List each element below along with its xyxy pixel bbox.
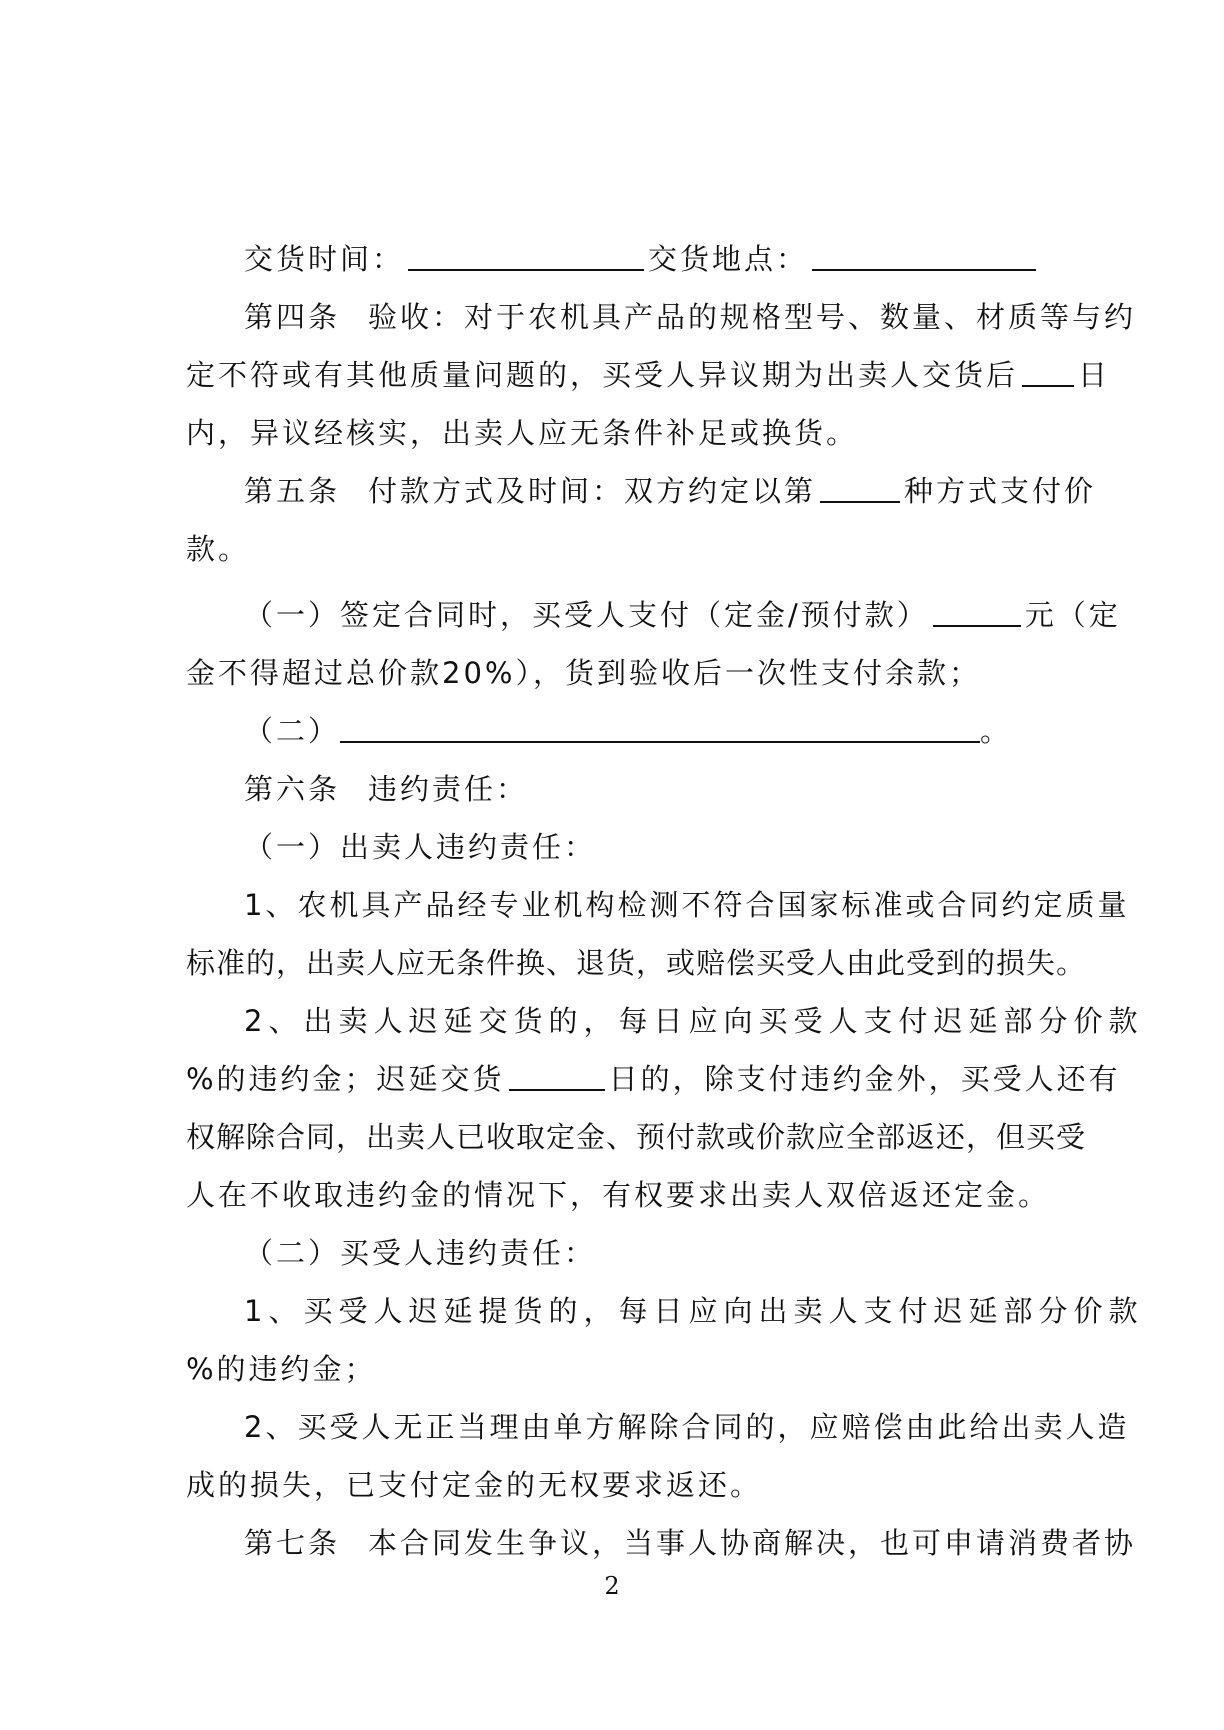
objection-days-blank bbox=[1022, 351, 1074, 387]
article-4-text: 日 bbox=[1078, 358, 1111, 392]
article-5-option-text: 元（定 bbox=[1024, 598, 1121, 632]
delivery-place-label: 交货地点： bbox=[648, 242, 809, 276]
article-5-option-1-line-1 bbox=[186, 586, 1121, 644]
contract-page bbox=[186, 230, 1144, 1572]
article-6-title: 违约责任： bbox=[368, 772, 529, 806]
buyer-liability-title bbox=[186, 1224, 1046, 1282]
option-2-blank bbox=[340, 707, 980, 743]
article-4-line-2 bbox=[186, 346, 1111, 404]
seller-clause-text: 标准的，出卖人应无条件换、退货，或赔偿买受人由此受到的损失。 bbox=[186, 946, 1087, 980]
article-5-option-text: （二） bbox=[244, 714, 341, 748]
seller-clause-text: %的违约金；迟延交货 bbox=[186, 1062, 505, 1096]
seller-liability-title-text: （一）出卖人违约责任： bbox=[244, 830, 597, 864]
buyer-liability-title-text: （二）买受人违约责任： bbox=[244, 1236, 597, 1270]
seller-clause-2-line-4 bbox=[186, 1166, 1051, 1224]
delivery-place-blank bbox=[812, 235, 1036, 271]
article-5-option-2 bbox=[186, 702, 1046, 760]
article-4-text: 内，异议经核实，出卖人应无条件补足或换货。 bbox=[186, 416, 859, 450]
article-5-text: 付款方式及时间：双方约定以第 bbox=[368, 474, 817, 508]
seller-clause-text: 日的，除支付违约金外，买受人还有 bbox=[608, 1062, 1121, 1096]
buyer-clause-text: 1、买受人迟延提货的，每日应向出卖人支付迟延部分价款 bbox=[244, 1294, 1144, 1328]
seller-clause-text: 1、农机具产品经专业机构检测不符合国家标准或合同约定质量 bbox=[244, 888, 1130, 922]
seller-clause-text: 权解除合同，出卖人已收取定金、预付款或价款应全部返还，但买受 bbox=[186, 1120, 1087, 1154]
delivery-time-blank bbox=[408, 235, 644, 271]
buyer-clause-1-line-1 bbox=[186, 1282, 1144, 1340]
buyer-clause-2-line-2 bbox=[186, 1456, 1046, 1514]
article-7-text: 本合同发生争议，当事人协商解决，也可申请消费者协 bbox=[368, 1526, 1137, 1560]
seller-clause-text: 2、出卖人迟延交货的，每日应向买受人支付迟延部分价款 bbox=[244, 1004, 1144, 1038]
seller-clause-2-line-3 bbox=[186, 1108, 1087, 1166]
seller-liability-title bbox=[186, 818, 1046, 876]
seller-clause-2-line-2 bbox=[186, 1050, 1121, 1108]
seller-clause-text: 人在不收取违约金的情况下，有权要求出卖人双倍返还定金。 bbox=[186, 1178, 1051, 1212]
article-5-option-text: 。 bbox=[980, 714, 1013, 748]
article-4-text: 验收：对于农机具产品的规格型号、数量、材质等与约 bbox=[368, 300, 1137, 334]
article-5-heading: 第五条 bbox=[244, 474, 341, 508]
article-4-line-3 bbox=[186, 404, 1046, 462]
delay-days-blank bbox=[509, 1055, 605, 1091]
buyer-clause-text: 2、买受人无正当理由单方解除合同的，应赔偿由此给出卖人造 bbox=[244, 1410, 1130, 1444]
article-5-option-text: 金不得超过总价款20%），货到验收后一次性支付余款； bbox=[186, 656, 981, 690]
article-6-heading: 第六条 bbox=[244, 772, 341, 806]
article-4-text: 定不符或有其他质量问题的，买受人异议期为出卖人交货后 bbox=[186, 358, 1019, 392]
article-6-title-line bbox=[186, 760, 1046, 818]
buyer-clause-text: %的违约金； bbox=[186, 1352, 377, 1386]
delivery-time-label: 交货时间： bbox=[244, 242, 405, 276]
seller-clause-1-line-2 bbox=[186, 934, 1087, 992]
article-4-line-1 bbox=[186, 288, 1137, 346]
article-5-text: 种方式支付价 bbox=[904, 474, 1097, 508]
delivery-line bbox=[186, 230, 1046, 288]
article-7-line-1 bbox=[186, 1514, 1137, 1572]
page-number: 2 bbox=[604, 1572, 620, 1600]
seller-clause-1-line-1 bbox=[186, 876, 1130, 934]
article-5-line-2 bbox=[186, 520, 1046, 578]
buyer-clause-text: 成的损失，已支付定金的无权要求返还。 bbox=[186, 1468, 763, 1502]
buyer-clause-1-line-2 bbox=[186, 1340, 1046, 1398]
article-5-option-1-line-2 bbox=[186, 644, 1046, 702]
article-5-line-1 bbox=[186, 462, 1097, 520]
article-5-text: 款。 bbox=[186, 532, 251, 566]
deposit-amount-blank bbox=[933, 591, 1021, 627]
payment-method-blank bbox=[820, 467, 900, 503]
article-7-heading: 第七条 bbox=[244, 1526, 341, 1560]
buyer-clause-2-line-1 bbox=[186, 1398, 1130, 1456]
article-5-option-text: （一）签定合同时，买受人支付（定金/预付款） bbox=[244, 598, 929, 632]
seller-clause-2-line-1 bbox=[186, 992, 1144, 1050]
article-4-heading: 第四条 bbox=[244, 300, 341, 334]
